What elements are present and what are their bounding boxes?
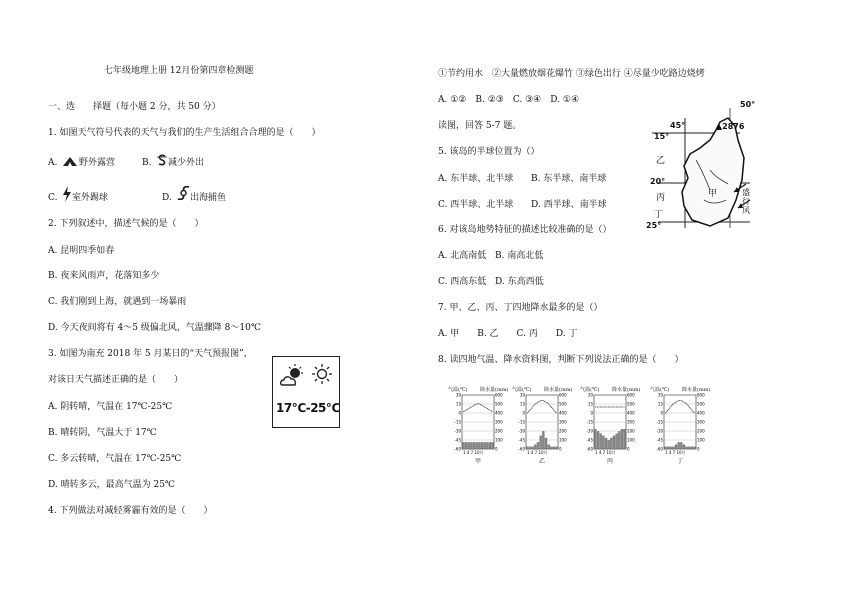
chart-station-label: 乙: [539, 458, 546, 465]
precip-bar: [624, 429, 626, 449]
temp-tick-label: -15: [454, 419, 461, 425]
question-8: 8. 读四地气温、降水资料图，判断下列说法正确的是（ ）: [438, 355, 684, 365]
sandstorm-icon: [156, 154, 168, 167]
precip-bar: [602, 436, 604, 449]
precip-bar: [688, 447, 690, 449]
precip-bar: [600, 434, 602, 449]
precip-tick-label: 100: [495, 437, 503, 443]
precip-tick-label: 0: [495, 446, 498, 452]
temp-tick-label: -15: [656, 419, 663, 425]
precip-bar: [492, 442, 494, 449]
temperature-curve: [527, 401, 556, 414]
precip-tick-label: 300: [697, 419, 705, 425]
climate-chart: [448, 386, 508, 464]
climate-chart: [650, 386, 710, 464]
precip-bar: [553, 447, 555, 449]
q4-items: ①节约用水 ②大量燃放烟花爆竹 ③绿色出行 ④尽量少吃路边烧烤: [438, 69, 705, 79]
precip-bar: [616, 434, 618, 449]
point-bing: 丙: [656, 193, 666, 203]
temp-tick-label: -30: [656, 428, 663, 434]
lat-15-label: 15°: [654, 132, 670, 141]
temp-tick-label: 0: [522, 410, 525, 416]
temp-tick-label: 15: [657, 401, 663, 407]
precip-tick-label: 600: [627, 393, 635, 398]
precip-bar: [605, 438, 607, 449]
q1-option-c: 室外踢球: [72, 193, 109, 203]
question-4: 4. 下列做法对减轻雾霾有效的是（ ）: [48, 506, 213, 516]
temp-tick-label: 15: [519, 401, 525, 407]
precip-bar: [468, 442, 470, 449]
chart-plot: [512, 393, 572, 457]
precip-bar: [548, 445, 550, 449]
chart-station-label: 丙: [607, 458, 614, 465]
precip-bar: [537, 442, 539, 449]
precip-bar: [478, 442, 480, 449]
precip-tick-label: 200: [627, 428, 635, 434]
precip-bar: [550, 447, 552, 449]
precip-bar: [597, 431, 599, 449]
month-tick-labels: 1 4 7 10月: [527, 450, 548, 455]
precip-bar: [534, 445, 536, 449]
precip-bar: [670, 447, 672, 449]
peak-elevation: ▲2876: [716, 122, 745, 131]
prevailing-wind-label: 盛行风: [742, 188, 750, 215]
precip-tick-label: 400: [495, 410, 503, 416]
precip-tick-label: 600: [495, 393, 503, 398]
precip-bar: [465, 442, 467, 449]
precip-bar: [686, 447, 688, 449]
q6-option-a: A. 北高南低: [438, 251, 487, 261]
chart-station-label: 甲: [475, 458, 482, 465]
cloudy-sun-icon: [279, 363, 305, 389]
precip-axis-label: 降水量(mm): [682, 387, 711, 393]
precip-tick-label: 500: [627, 401, 635, 407]
q2-option-b: B. 夜来风雨声，花落知多少: [48, 271, 160, 281]
question-1: 1. 如图天气符号代表的天气与我们的生产生活组合合理的是（ ）: [48, 128, 321, 138]
q1-option-d-letter: D.: [162, 193, 172, 203]
question-3-cont: 对该日天气描述正确的是（ ）: [48, 375, 184, 385]
q6-option-c: C. 西高东低: [438, 277, 487, 287]
precip-bar: [532, 447, 534, 449]
precip-bar: [540, 436, 542, 449]
question-5: 5. 该岛的半球位置为（）: [438, 147, 540, 157]
temp-tick-label: -60: [518, 446, 525, 452]
precip-tick-label: 400: [697, 410, 705, 416]
precip-tick-label: 200: [559, 428, 567, 434]
temp-tick-label: 0: [660, 410, 663, 416]
q1-option-a-letter: A.: [48, 158, 58, 168]
lat-20-label: 20°: [650, 177, 666, 186]
question-3: 3. 如图为南充 2018 年 5 月某日的“天气预报图”，: [48, 349, 253, 359]
typhoon-icon: [177, 186, 190, 200]
precip-bar: [545, 438, 547, 449]
q1-option-d: 出海捕鱼: [190, 193, 227, 203]
temp-tick-label: -45: [454, 437, 461, 443]
precip-bar: [476, 442, 478, 449]
temp-tick-label: -30: [454, 428, 461, 434]
temp-tick-label: -30: [586, 428, 593, 434]
temp-tick-label: 30: [587, 393, 593, 398]
temp-tick-label: 30: [455, 393, 461, 398]
temperature-curve: [463, 404, 492, 412]
section-heading: 一、选 择题（每小题 2 分，共 50 分）: [48, 102, 221, 112]
precip-tick-label: 200: [495, 428, 503, 434]
temp-tick-label: -45: [656, 437, 663, 443]
forecast-temperature: 17℃-25℃: [276, 401, 340, 415]
sun-icon: [311, 363, 333, 385]
precip-bar: [618, 431, 620, 449]
precip-bar: [486, 442, 488, 449]
q5-option-b: B. 东半球、南半球: [531, 174, 607, 184]
tent-icon: [62, 155, 78, 167]
lightning-icon: [62, 186, 72, 202]
temp-tick-label: -60: [454, 446, 461, 452]
precip-bar: [667, 447, 669, 449]
precip-bar: [691, 447, 693, 449]
precip-tick-label: 500: [559, 401, 567, 407]
lat-25-label: 25°: [646, 221, 662, 230]
weather-forecast-figure: [272, 356, 340, 428]
precip-bar: [481, 442, 483, 449]
temp-tick-label: 0: [458, 410, 461, 416]
q1-option-b-letter: B.: [142, 158, 152, 168]
precip-bar: [694, 447, 696, 449]
q5-option-a: A. 东半球、北半球: [438, 174, 514, 184]
precip-tick-label: 600: [559, 393, 567, 398]
q1-option-b: 减少外出: [168, 158, 205, 168]
point-ding: 丁: [654, 210, 664, 220]
q3-option-d: D. 晴转多云，最高气温为 25℃: [48, 480, 175, 490]
temp-tick-label: -15: [518, 419, 525, 425]
precip-bar: [608, 440, 610, 449]
question-7: 7. 甲、乙、丙、丁四地降水最多的是（）: [438, 303, 603, 313]
point-yi: 乙: [656, 156, 666, 166]
precip-tick-label: 100: [559, 437, 567, 443]
precip-bar: [489, 442, 491, 449]
precip-bar: [613, 436, 615, 449]
precip-tick-label: 300: [559, 419, 567, 425]
precip-bar: [470, 442, 472, 449]
precip-axis-label: 降水量(mm): [544, 387, 573, 393]
page-title: 七年级地理上册 12月份第四章检测题: [104, 66, 254, 76]
precip-axis-label: 降水量(mm): [612, 387, 641, 393]
q3-option-b: B. 晴转阴，气温大于 17℃: [48, 428, 157, 438]
precip-bar: [484, 442, 486, 449]
precip-tick-label: 400: [559, 410, 567, 416]
precip-tick-label: 0: [627, 446, 630, 452]
temp-axis-label: 气温(℃): [448, 387, 468, 393]
precip-bar: [594, 429, 596, 449]
precip-tick-label: 300: [495, 419, 503, 425]
temp-axis-label: 气温(℃): [580, 387, 600, 393]
precip-tick-label: 200: [697, 428, 705, 434]
month-tick-labels: 1 4 7 10月: [463, 450, 484, 455]
temp-tick-label: 15: [587, 401, 593, 407]
chart-plot: [448, 393, 508, 457]
lon-50-label: 50°: [740, 100, 756, 109]
precip-tick-label: 100: [627, 437, 635, 443]
climate-chart: [512, 386, 572, 464]
precip-tick-label: 500: [495, 401, 503, 407]
temp-tick-label: 15: [455, 401, 461, 407]
temp-axis-label: 气温(℃): [650, 387, 670, 393]
chart-plot: [650, 393, 710, 457]
precip-bar: [610, 438, 612, 449]
question-2: 2. 下列叙述中，描述气候的是（ ）: [48, 219, 204, 229]
precip-bar: [621, 429, 623, 449]
q3-option-c: C. 多云转晴，气温在 17℃-25℃: [48, 454, 182, 464]
question-6: 6. 对该岛地势特征的描述比较准确的是（）: [438, 225, 612, 235]
month-tick-labels: 1 4 7 10月: [665, 450, 686, 455]
temp-tick-label: 30: [657, 393, 663, 398]
precip-axis-label: 降水量(mm): [480, 387, 509, 393]
q2-option-c: C. 我们刚到上海，就遇到一场暴雨: [48, 297, 187, 307]
precip-bar: [529, 447, 531, 449]
q2-option-d: D. 今天夜间将有 4～5 级偏北风，气温骤降 8～10℃: [48, 323, 261, 333]
q5-option-d: D. 西半球、南半球: [531, 200, 607, 210]
lon-45-label: 45°: [670, 121, 686, 130]
q7-choices: A. 甲 B. 乙 C. 丙 D. 丁: [438, 329, 578, 339]
precip-tick-label: 0: [697, 446, 700, 452]
temp-tick-label: -30: [518, 428, 525, 434]
read-map-instruction: 读图，回答 5-7 题。: [438, 121, 522, 131]
precip-tick-label: 0: [559, 446, 562, 452]
point-jia: 甲: [708, 189, 718, 199]
precip-bar: [680, 442, 682, 449]
q1-option-a: 野外露营: [79, 158, 116, 168]
q3-option-a: A. 阴转晴，气温在 17℃-25℃: [48, 402, 173, 412]
temp-tick-label: -45: [586, 437, 593, 443]
q6-option-b: B. 南高北低: [495, 251, 544, 261]
island-map: [640, 100, 760, 235]
q6-option-d: D. 东高西低: [495, 277, 544, 287]
precip-bar: [556, 447, 558, 449]
q2-option-a: A. 昆明四季如春: [48, 246, 115, 256]
precip-bar: [678, 442, 680, 449]
temp-tick-label: -45: [518, 437, 525, 443]
precip-tick-label: 400: [627, 410, 635, 416]
precip-tick-label: 500: [697, 401, 705, 407]
precip-bar: [542, 431, 544, 449]
q5-option-c: C. 西半球、北半球: [438, 200, 514, 210]
q1-option-c-letter: C.: [48, 193, 58, 203]
temp-axis-label: 气温(℃): [512, 387, 532, 393]
chart-plot: [580, 393, 640, 457]
precip-bar: [462, 442, 464, 449]
chart-station-label: 丁: [677, 458, 684, 465]
precip-tick-label: 600: [697, 393, 705, 398]
q4-choices: A. ①② B. ②③ C. ③④ D. ①④: [438, 95, 580, 105]
precip-bar: [526, 447, 528, 449]
precip-bar: [672, 447, 674, 449]
climate-chart: [580, 386, 640, 464]
temperature-curve: [665, 401, 694, 414]
precip-bar: [664, 447, 666, 449]
precip-bar: [675, 445, 677, 449]
precip-bar: [473, 442, 475, 449]
temp-tick-label: -60: [586, 446, 593, 452]
precip-tick-label: 100: [697, 437, 705, 443]
precip-bar: [683, 445, 685, 449]
temp-tick-label: 0: [590, 410, 593, 416]
temp-tick-label: -15: [586, 419, 593, 425]
month-tick-labels: 1 4 7 10月: [595, 450, 616, 455]
temp-tick-label: 30: [519, 393, 525, 398]
precip-tick-label: 300: [627, 419, 635, 425]
temp-tick-label: -60: [656, 446, 663, 452]
